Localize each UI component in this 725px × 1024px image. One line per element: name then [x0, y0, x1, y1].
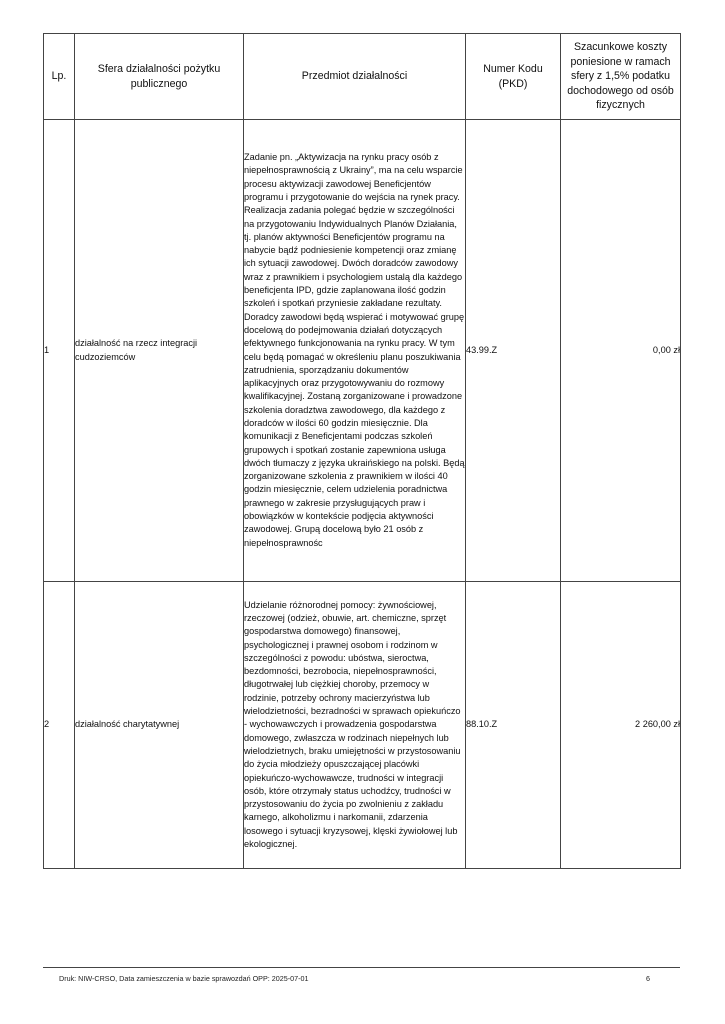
- footer-divider: [43, 967, 680, 968]
- row-przedmiot: Zadanie pn. „Aktywizacja na rynku pracy osób z niepełnosprawnością z Ukrainy”, ma na celu wsparcie procesu aktywizacji zawodowej Beneficjentów programu i przygotowanie do wejścia na rynek pracy. Realizacja zadania polegać będzie w szczególności na przygotowaniu Indywidualnych Planów Działania, tj. planów aktywności Beneficjentów programu na nabycie bądź podniesienie kompetencji oraz zmianę ich sytuacji zawodowej. Dwóch doradców zawodowy wraz z prawnikiem i psychologiem ustalą dla każdego beneficjenta IPD, gdzie zaplanowana ilość godzin szkoleń i spotkań przyniesie zakładane rezultaty. Doradcy zawodowi będą wspierać i motywować grupę docelową do podejmowania działań dotyczących efektywnego funkcjonowania na rynku pracy. W tym celu będą pomagać w określeniu planu poszukiwania zatrudnienia, sporządzaniu dokumentów aplikacyjnych oraz przygotowywaniu do rozmowy kwalifikacyjnej. Zostaną zorganizowane i prowadzone szkolenia doradztwa zawodowego, dla każdego z doradców w ilości 60 godzin miesięcznie. Dla komunikacji z Beneficjentami podczas szkoleń grupowych i spotkań zostanie zapewniona usługa dwóch tłumaczy z języka ukraińskiego na polski. Będą zorganizowane szkolenia z prawnikiem w ilości 40 godzin miesięcznie, celem udzielenia poradnictwa prawnego w zakresie przysługujących praw i obowiązków w kontekście podjęcia aktywności zawodowej. Grupą docelową było 21 osób z niepełnosprawnośc: [244, 120, 466, 582]
- row-koszt: 2 260,00 zł: [561, 582, 681, 869]
- header-lp: Lp.: [44, 34, 75, 120]
- row-lp: 2: [44, 582, 75, 869]
- header-koszt: Szacunkowe koszty poniesione w ramach sfery z 1,5% podatku dochodowego od osób fizycznych: [561, 34, 681, 120]
- row-lp: 1: [44, 120, 75, 582]
- row-koszt: 0,00 zł: [561, 120, 681, 582]
- header-kod: Numer Kodu (PKD): [466, 34, 561, 120]
- row-kod: 43.99.Z: [466, 120, 561, 582]
- header-sfera: Sfera działalności pożytku publicznego: [75, 34, 244, 120]
- row-kod: 88.10.Z: [466, 582, 561, 869]
- row-sfera: działalność charytatywnej: [75, 582, 244, 869]
- table-row: [44, 582, 681, 869]
- footer-print-info: Druk: NIW-CRSO, Data zamieszczenia w bazie sprawozdań OPP: 2025-07-01: [59, 974, 309, 983]
- header-przedmiot: Przedmiot działalności: [244, 34, 466, 120]
- table-header-row: [44, 34, 681, 120]
- activity-table: [43, 33, 681, 869]
- page-number: 6: [646, 974, 650, 983]
- table-row: [44, 120, 681, 582]
- row-sfera: działalność na rzecz integracji cudzoziemców: [75, 120, 244, 582]
- row-przedmiot: Udzielanie różnorodnej pomocy: żywnościowej, rzeczowej (odzież, obuwie, art. chemiczne, sprzęt gospodarstwa domowego) finansowej, psychologicznej i prawnej osobom i rodzinom w szczególności z powodu: ubóstwa, sieroctwa, bezdomności, bezrobocia, niepełnosprawności, długotrwałej lub ciężkiej choroby, przemocy w rodzinie, potrzeby ochrony macierzyństwa lub wielodzietności, bezradności w sprawach opiekuńczo - wychowawczych i prowadzenia gospodarstwa domowego, zwłaszcza w rodzinach niepełnych lub wielodzietnych, braku umiejętności w przystosowaniu do życia młodzieży opuszczającej placówki opiekuńczo-wychowawcze, trudności w integracji osób, które otrzymały status uchodźcy, trudności w przystosowaniu do życia po zwolnieniu z zakładu karnego, alkoholizmu i narkomanii, zdarzenia losowego i sytuacji kryzysowej, klęski żywiołowej lub ekologicznej.: [244, 582, 466, 869]
